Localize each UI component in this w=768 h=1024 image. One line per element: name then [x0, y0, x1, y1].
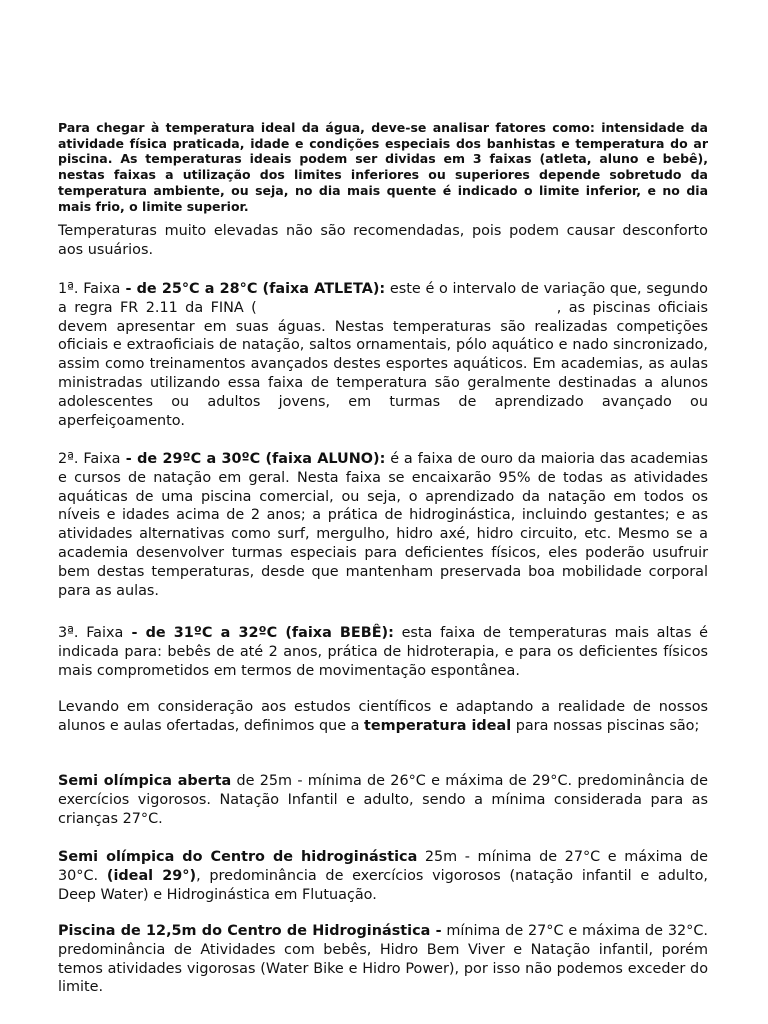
- faixa-bebe-title: - de 31ºC a 32ºC (faixa BEBÊ):: [123, 625, 394, 641]
- conclusion-text-b: para nossas piscinas são;: [511, 717, 700, 734]
- piscina-2-title: Semi olímpica do Centro de hidroginástica: [58, 849, 418, 865]
- piscina-3-text: mínima de 27°C e máxima de 32°C. predominância de Atividades com bebês, Hidro Bem Viver e Natação infantil, porém temos atividades vigorosas (Water Bike e Hidro Power), por isso não podemos exceder do limite.: [58, 923, 708, 996]
- piscina-3-title: Piscina de 12,5m do Centro de Hidroginástica -: [58, 923, 442, 939]
- faixa-aluno-paragraph: [58, 450, 708, 600]
- conclusion-text-a: Levando em consideração aos estudos científicos e adaptando a realidade de nossos alunos e aulas ofertadas, definimos que a: [58, 699, 708, 734]
- piscina-1-text: de 25m - mínima de 26°C e máxima de 29°C. predominância de exercícios vigorosos. Natação Infantil e adulto, sendo a mínima considerada para as crianças 27°C.: [58, 773, 708, 827]
- piscina-1-title: Semi olímpica aberta: [58, 773, 232, 789]
- conclusion-bold: temperatura ideal: [364, 717, 512, 734]
- piscina-2-ideal: (ideal 29°): [106, 867, 197, 884]
- faixa-aluno-prefix: 2ª. Faixa: [58, 451, 121, 467]
- faixa-atleta-title: - de 25°C a 28°C (faixa ATLETA):: [120, 281, 386, 297]
- intro-paragraph: Para chegar à temperatura ideal da água, deve-se analisar fatores como: intensidade da atividade física praticada, idade e condições especiais dos banhistas e temperatura do ar piscina. As temperaturas ideais podem ser dividas em 3 faixas (atleta, aluno e bebê), nestas faixas a utilização dos limites inferiores ou superiores depende sobretudo da temperatura ambiente, ou seja, no dia mais quente é indicado o limite inferior, e no dia mais frio, o limite superior.: [58, 120, 708, 214]
- faixa-atleta-paragraph: [58, 280, 708, 430]
- faixa-atleta-text-b: , as piscinas oficiais devem apresentar em suas águas. Nestas temperaturas são realizadas competições oficiais e extraoficiais de natação, saltos ornamentais, pólo aquático e nado sincronizado, assim como treinamentos avançados destes esportes aquáticos. Em academias, as aulas ministradas utilizando essa faixa de temperatura são geralmente destinadas a alunos adolescentes ou adultos jovens, em turmas de aprendizado avançado ou aperfeiçoamento.: [58, 299, 709, 429]
- faixa-aluno-text: é a faixa de ouro da maioria das academias e cursos de natação em geral. Nesta faixa se encaixarão 95% de todas as atividades aquáticas de uma piscina comercial, ou seja, o aprendizado da natação em todos os níveis e idades acima de 2 anos; a prática de hidroginástica, incluindo gestantes; e as atividades alternativas como surf, mergulho, hidro axé, hidro circuito, etc. Mesmo se a academia desenvolver turmas especiais para deficientes físicos, eles poderão usufruir bem destas temperaturas, desde que mantenham preservada boa mobilidade corporal para as aulas.: [58, 451, 708, 599]
- warning-paragraph: Temperaturas muito elevadas não são recomendadas, pois podem causar desconforto aos usuários.: [58, 223, 708, 258]
- faixa-aluno-title: - de 29ºC a 30ºC (faixa ALUNO):: [120, 451, 386, 467]
- faixa-atleta-text-a: este é o intervalo de variação que, segundo a regra FR 2.11 da FINA (: [58, 281, 708, 316]
- faixa-bebe-paragraph: [58, 624, 708, 680]
- piscina-semi-olimpica-aberta: [58, 772, 708, 828]
- faixa-bebe-text: esta faixa de temperaturas mais altas é indicada para: bebês de até 2 anos, prática de hidroterapia, e para os deficientes físicos mais comprometidos em termos de movimentação espontânea.: [58, 625, 708, 679]
- piscina-2-text-a: 25m - mínima de 27°C e máxima de 30°C.: [58, 849, 708, 884]
- faixa-atleta-prefix: 1ª. Faixa: [58, 281, 121, 297]
- piscina-2-text-b: , predominância de exercícios vigorosos (natação infantil e adulto, Deep Water) e Hidroginástica em Flutuação.: [58, 867, 708, 903]
- conclusion-paragraph: [58, 698, 708, 736]
- piscina-centro-hidroginastica: [58, 848, 708, 904]
- faixa-bebe-prefix: 3ª. Faixa: [58, 625, 124, 641]
- piscina-12-5m: [58, 922, 708, 997]
